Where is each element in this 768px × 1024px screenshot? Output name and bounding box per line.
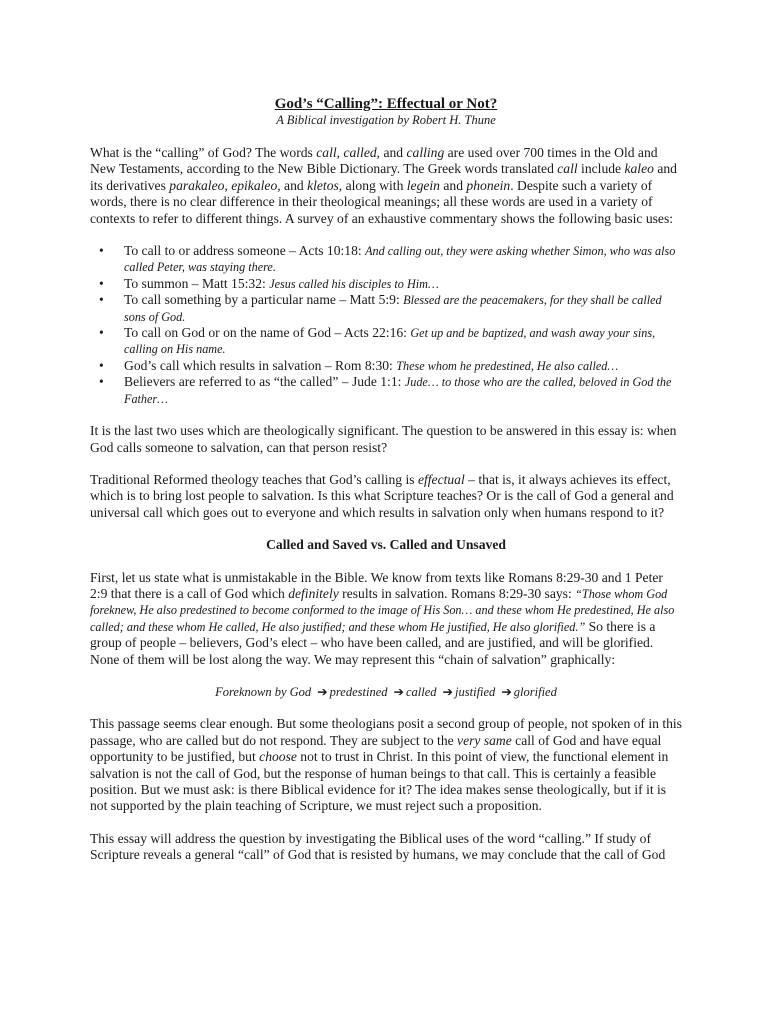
term-call: call: [316, 145, 337, 160]
body-text: This passage seems clear enough. But some theologians posit a second group of people, not spoken of in this passage, who are called but do not respond. They are subject to the: [90, 716, 682, 748]
page-title: God’s “Calling”: Effectual or Not?: [274, 96, 498, 112]
body-text: not to trust in Christ. In this point of view, the functional element in salvation is not the call of God, but the response of human beings to that call. This is certainly a feasible position. But we must ask: is there Biblical evidence for it? The idea makes sense theologically, but if it is not supported by the plain teaching of Scripture, we must reject such a proposition.: [90, 749, 669, 814]
use-label: To call on God or on the name of God – Acts 22:16:: [124, 325, 411, 341]
verse-quote: Jesus called his disciples to Him…: [269, 276, 439, 291]
question-paragraph: It is the last two uses which are theologically significant. The question to be answered in this essay is: when God calls someone to salvation, can that person resist?: [90, 423, 677, 455]
term-calling: calling: [406, 145, 445, 160]
intro-text: include: [577, 161, 625, 177]
use-label: To call something by a particular name – Matt 5:9:: [124, 292, 404, 308]
verse-quote: These whom he predestined, He also called…: [396, 358, 619, 373]
intro-text: ,: [224, 177, 232, 193]
body-text: – that is, it always achieves its effect, which is to bring lost people to salvation. Is this what Scripture teaches? Or is the call of God a general and universal call which goes out to everyone and which results in salvation only when humans respond to it?: [90, 471, 674, 520]
body-text: First, let us state what is unmistakable in the Bible. We know from texts like Romans 8:29-30 and 1 Peter 2:9 that there is a call of God which: [90, 569, 663, 601]
right-arrow-icon: ➔: [442, 684, 454, 699]
closing-paragraph: This essay will address the question by investigating the Biblical uses of the word “calling.” If study of Scripture reveals a general “call” of God that is resisted by humans, we may conclude that the call of God: [90, 830, 666, 863]
intro-text: , along with: [338, 177, 407, 193]
intro-paragraph: [90, 145, 682, 227]
term-kaleo: kaleo: [624, 161, 654, 177]
emphasis-definitely: definitely: [288, 585, 339, 601]
chain-step: called: [406, 684, 437, 699]
use-label: To summon – Matt 15:32:: [124, 275, 270, 291]
intro-text: , and: [376, 145, 407, 160]
body-text: results in salvation. Romans 8:29-30 says:: [338, 585, 576, 601]
use-label: God’s call which results in salvation – Rom 8:30:: [124, 357, 397, 373]
list-item: [90, 292, 682, 325]
intro-text: . Despite such a variety of words, there is no clear difference in their theological meanings; all these words are used in a variety of contexts to refer to different things. A survey of an exhaustive commentary shows the following basic uses:: [90, 177, 674, 226]
intro-text: and: [439, 177, 467, 193]
theologians-paragraph: [90, 716, 682, 814]
term-legein: legein: [406, 177, 440, 193]
intro-text: and its derivatives: [90, 161, 677, 193]
use-label: To call to or address someone – Acts 10:18:: [124, 243, 366, 259]
term-phonein: phonein: [466, 177, 511, 193]
list-item: [90, 276, 682, 292]
list-item: [90, 243, 682, 276]
section-heading: Called and Saved vs. Called and Unsaved: [266, 537, 506, 553]
chain-step: glorified: [513, 684, 557, 699]
term-epikaleo: epikaleo: [231, 177, 278, 193]
right-arrow-icon: ➔: [501, 684, 512, 699]
emphasis-choose: choose: [259, 749, 297, 765]
chain-step: Foreknown by God: [215, 684, 312, 699]
romans-paragraph: [90, 570, 682, 668]
emphasis-very-same: very same: [457, 732, 512, 748]
verse-quote: And calling out, they were asking whether Simon, who was also called Peter, was staying there.: [124, 244, 676, 275]
verse-quote: Jude… to those who are the called, beloved in God the Father…: [124, 375, 672, 406]
right-arrow-icon: ➔: [317, 684, 328, 699]
right-arrow-icon: ➔: [393, 684, 404, 699]
chain-step: predestined: [329, 684, 388, 699]
body-text: call of God and have equal opportunity to be justified, but: [90, 732, 662, 765]
verse-quote: Blessed are the peacemakers, for they shall be called sons of God.: [124, 293, 662, 324]
term-kletos: kletos: [307, 177, 339, 193]
use-label: Believers are referred to as “the called” – Jude 1:1:: [124, 374, 405, 390]
intro-text: What is the “calling” of God? The words: [90, 145, 317, 160]
salvation-chain: [90, 684, 682, 700]
intro-text: ,: [336, 145, 344, 160]
term-parakaleo: parakaleo: [169, 177, 225, 193]
intro-text: are used over 700 times in the Old and New Testaments, according to the New Bible Dictionary. The Greek words translated: [90, 145, 658, 177]
uses-list: [90, 243, 682, 407]
verse-quote: Get up and be baptized, and wash away your sins, calling on His name.: [124, 326, 656, 357]
term-call: call: [557, 161, 578, 177]
reformed-paragraph: [90, 472, 682, 521]
page-subtitle: A Biblical investigation by Robert H. Thune: [276, 113, 496, 127]
intro-text: , and: [277, 177, 308, 193]
list-item: [90, 358, 682, 374]
term-called: called: [343, 145, 377, 160]
romans-quote: “Those whom God foreknew, He also predestined to become conformed to the image of His Son… and these whom He predestined, He also called; and these whom He called, He also justified; and these whom He justified, He also glorified.”: [90, 586, 675, 634]
body-text: So there is a group of people – believers, God’s elect – who have been called, and are justified, and will be glorified. None of them will be lost along the way. We may represent this “chain of salvation” graphically:: [90, 618, 656, 667]
list-item: [90, 325, 682, 358]
chain-step: justified: [455, 684, 496, 699]
list-item: [90, 374, 682, 407]
emphasis-effectual: effectual: [417, 471, 465, 487]
body-text: Traditional Reformed theology teaches that God’s calling is: [90, 471, 418, 487]
